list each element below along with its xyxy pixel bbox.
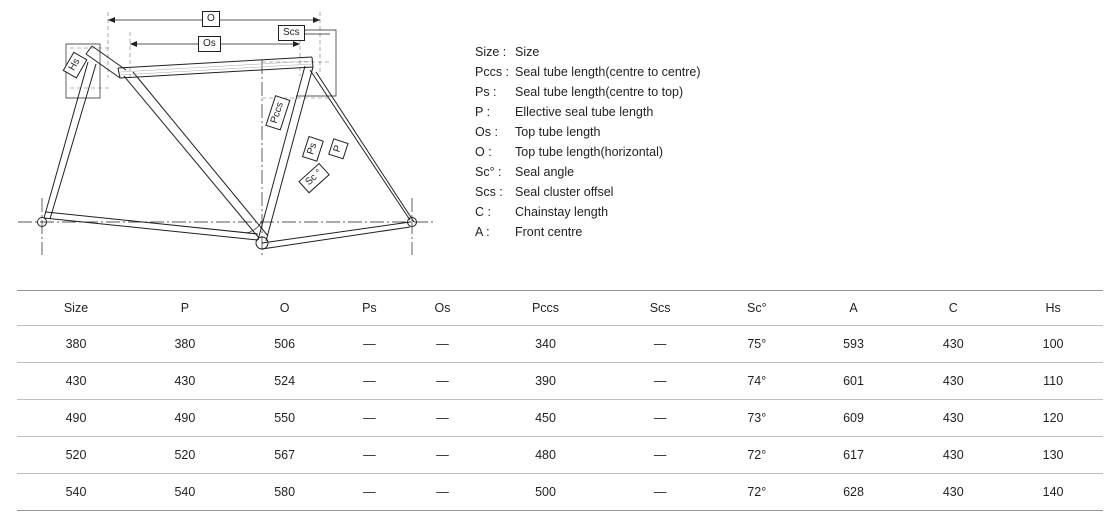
legend-value: Seal angle <box>515 165 575 179</box>
cell-sc: 73° <box>710 400 804 437</box>
cell-os: — <box>404 400 480 437</box>
cell-a: 609 <box>804 400 904 437</box>
legend-value: Top tube length(horizontal) <box>515 145 664 159</box>
legend-key: Size : <box>475 45 507 59</box>
table-header <box>17 291 1103 326</box>
bicycle-geometry-diagram <box>0 0 460 280</box>
cell-c: 430 <box>903 437 1003 474</box>
column-header-size: Size <box>17 291 135 326</box>
legend-item <box>475 65 805 85</box>
cell-pccs: 340 <box>481 326 611 363</box>
cell-pccs: 500 <box>481 474 611 511</box>
legend-key: Sc° : <box>475 165 502 179</box>
cell-sc: 74° <box>710 363 804 400</box>
cell-os: — <box>404 326 480 363</box>
cell-p: 520 <box>135 437 235 474</box>
legend-key: C : <box>475 205 491 219</box>
legend-value: Top tube length <box>515 125 601 139</box>
cell-c: 430 <box>903 326 1003 363</box>
cell-hs: 110 <box>1003 363 1103 400</box>
cell-sc: 75° <box>710 326 804 363</box>
callout-scs: Scs <box>278 25 305 41</box>
legend-item <box>475 185 805 205</box>
callout-ps: Ps <box>302 136 324 162</box>
callout-os: Os <box>198 36 221 52</box>
cell-a: 617 <box>804 437 904 474</box>
cell-ps: — <box>335 400 405 437</box>
legend-value: Seal tube length(centre to top) <box>515 85 684 99</box>
cell-ps: — <box>335 474 405 511</box>
cell-size: 430 <box>17 363 135 400</box>
callout-hs: Hs <box>63 51 88 78</box>
cell-o: 524 <box>235 363 335 400</box>
cell-o: 580 <box>235 474 335 511</box>
cell-scs: — <box>610 437 710 474</box>
cell-pccs: 480 <box>481 437 611 474</box>
cell-a: 593 <box>804 326 904 363</box>
column-header-scs: Scs <box>610 291 710 326</box>
legend-value: Size <box>515 45 540 59</box>
cell-o: 567 <box>235 437 335 474</box>
legend-value: Ellective seal tube length <box>515 105 654 119</box>
frame-tubes <box>44 30 414 249</box>
legend-item <box>475 85 805 105</box>
cell-o: 550 <box>235 400 335 437</box>
cell-c: 430 <box>903 363 1003 400</box>
legend-item <box>475 165 805 185</box>
cell-a: 601 <box>804 363 904 400</box>
legend-key: O : <box>475 145 492 159</box>
callout-pccs: Pccs <box>265 95 290 130</box>
cell-scs: — <box>610 326 710 363</box>
cell-ps: — <box>335 326 405 363</box>
cell-hs: 140 <box>1003 474 1103 511</box>
cell-p: 490 <box>135 400 235 437</box>
legend-value: Seal tube length(centre to centre) <box>515 65 701 79</box>
cell-sc: 72° <box>710 437 804 474</box>
cell-size: 380 <box>17 326 135 363</box>
cell-p: 430 <box>135 363 235 400</box>
column-header-ps: Ps <box>335 291 405 326</box>
column-header-pccs: Pccs <box>481 291 611 326</box>
cell-size: 540 <box>17 474 135 511</box>
cell-size: 490 <box>17 400 135 437</box>
column-header-p: P <box>135 291 235 326</box>
cell-os: — <box>404 474 480 511</box>
column-header-o: O <box>235 291 335 326</box>
cell-sc: 72° <box>710 474 804 511</box>
cell-p: 380 <box>135 326 235 363</box>
callout-o: O <box>202 11 220 27</box>
cell-o: 506 <box>235 326 335 363</box>
cell-os: — <box>404 363 480 400</box>
column-header-os: Os <box>404 291 480 326</box>
legend-key: Ps : <box>475 85 497 99</box>
cell-c: 430 <box>903 474 1003 511</box>
callout-sc-angle: Sc ° <box>298 163 330 194</box>
cell-ps: — <box>335 363 405 400</box>
callout-p: P <box>328 139 348 160</box>
cell-a: 628 <box>804 474 904 511</box>
cell-pccs: 390 <box>481 363 611 400</box>
cell-hs: 120 <box>1003 400 1103 437</box>
table-row <box>17 400 1103 437</box>
table-header-row <box>17 291 1103 326</box>
column-header-sc: Sc° <box>710 291 804 326</box>
table-row <box>17 474 1103 511</box>
cell-hs: 100 <box>1003 326 1103 363</box>
geometry-spec-table <box>17 290 1103 511</box>
legend-key: Scs : <box>475 185 503 199</box>
legend-key: Os : <box>475 125 498 139</box>
table-row <box>17 437 1103 474</box>
column-header-c: C <box>903 291 1003 326</box>
legend-list <box>475 45 805 245</box>
legend-key: A : <box>475 225 490 239</box>
cell-size: 520 <box>17 437 135 474</box>
cell-hs: 130 <box>1003 437 1103 474</box>
legend-value: Front centre <box>515 225 583 239</box>
column-header-a: A <box>804 291 904 326</box>
cell-c: 430 <box>903 400 1003 437</box>
legend-item <box>475 145 805 165</box>
legend-item <box>475 105 805 125</box>
legend-item <box>475 225 805 245</box>
legend-item <box>475 205 805 225</box>
legend-item <box>475 125 805 145</box>
table-row <box>17 326 1103 363</box>
cell-pccs: 450 <box>481 400 611 437</box>
cell-scs: — <box>610 363 710 400</box>
table-row <box>17 363 1103 400</box>
cell-p: 540 <box>135 474 235 511</box>
legend-value: Seal cluster offsel <box>515 185 614 199</box>
seat-angle-arc <box>246 221 262 233</box>
legend-key: Pccs : <box>475 65 510 79</box>
cell-os: — <box>404 437 480 474</box>
legend-value: Chainstay length <box>515 205 609 219</box>
frame-geometry-drawing <box>0 0 460 280</box>
cell-scs: — <box>610 400 710 437</box>
legend-item <box>475 45 805 65</box>
column-header-hs: Hs <box>1003 291 1103 326</box>
table-body <box>17 326 1103 511</box>
cell-scs: — <box>610 474 710 511</box>
legend-key: P : <box>475 105 491 119</box>
cell-ps: — <box>335 437 405 474</box>
